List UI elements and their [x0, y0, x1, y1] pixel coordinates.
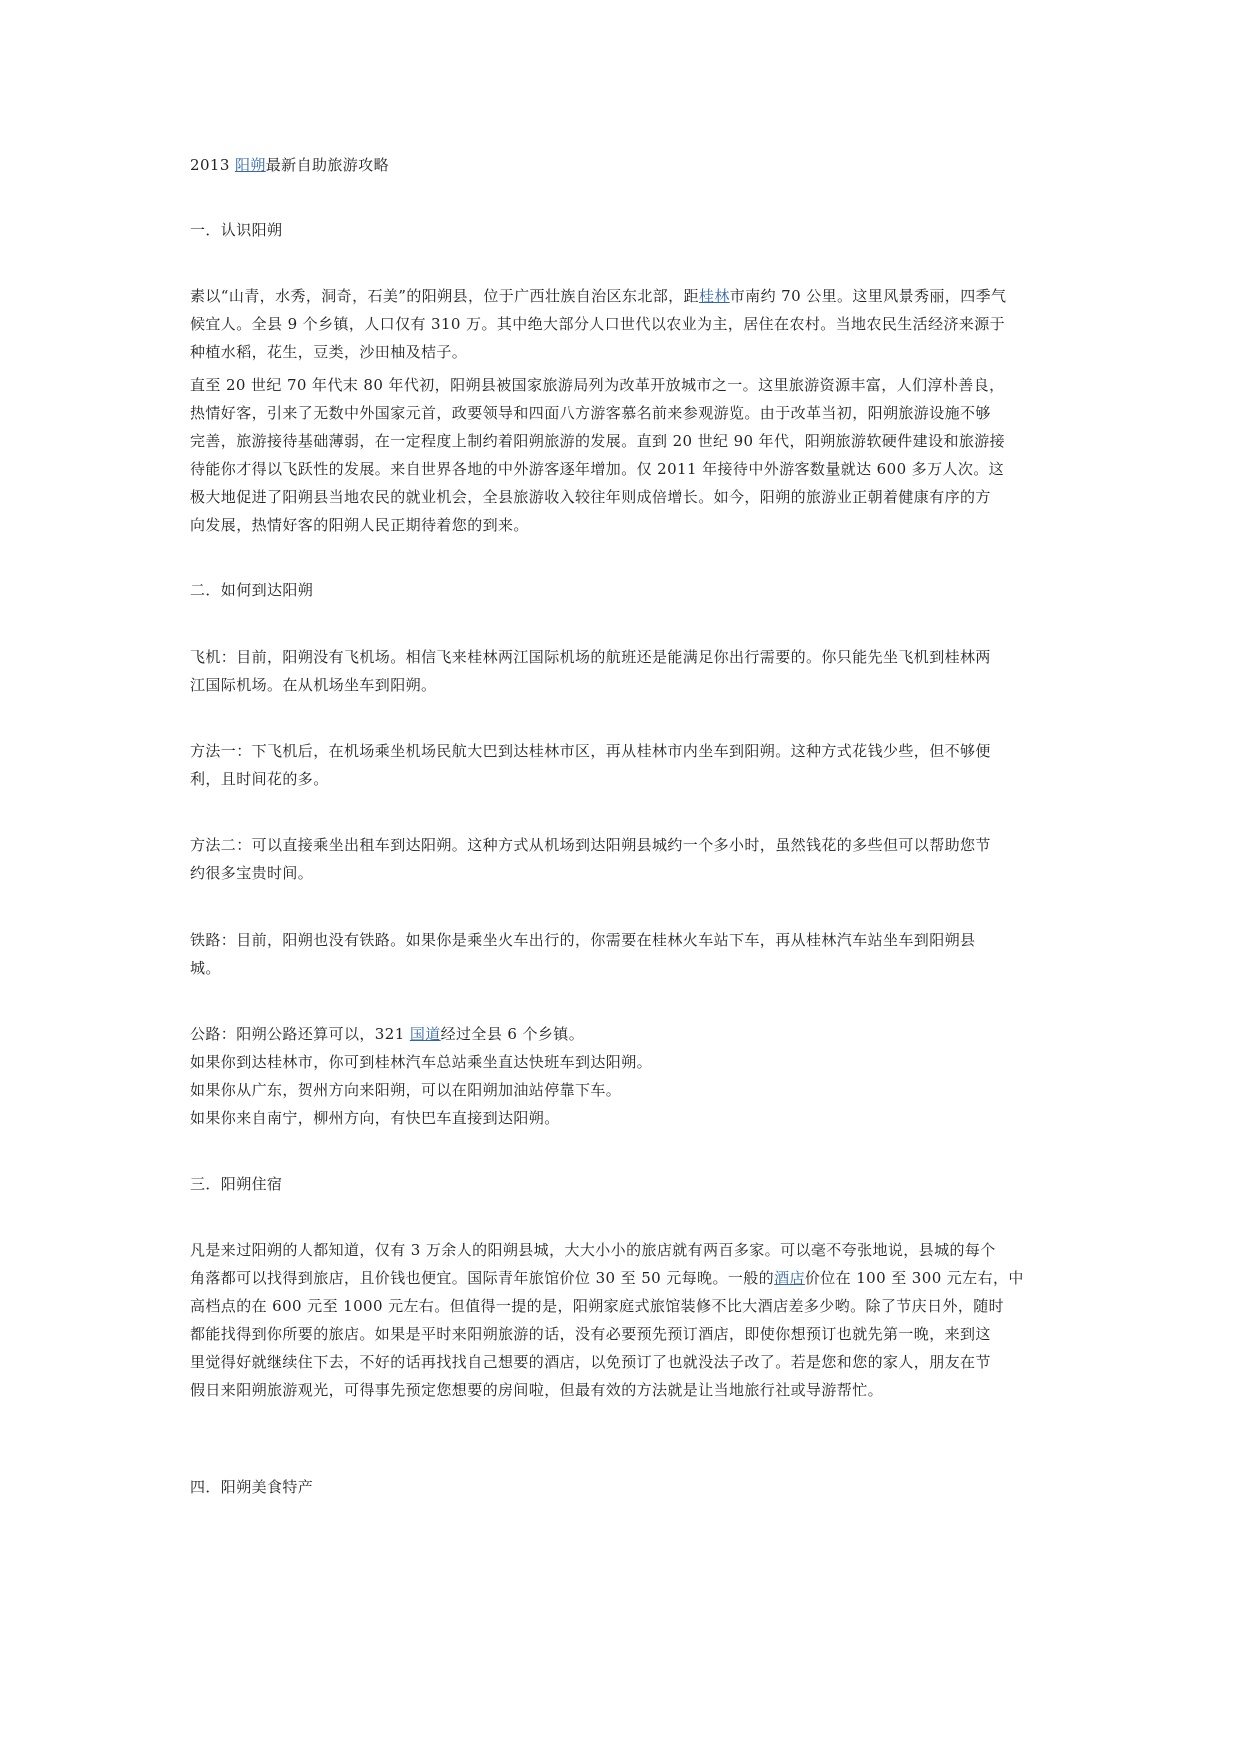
paragraph-line: 公路：阳朔公路还算可以，321 国道经过全县 6 个乡镇。 [190, 1025, 585, 1043]
paragraph-line: 里觉得好就继续住下去，不好的话再找找自己想要的酒店，以免预订了也就没法子改了。若是您和您的家人，朋友在节 [190, 1353, 991, 1371]
yangshuo-link[interactable]: 阳朔 [234, 156, 266, 174]
paragraph-line: 如果你到达桂林市，你可到桂林汽车总站乘坐直达快班车到达阳朔。 [190, 1053, 653, 1071]
paragraph-line: 角落都可以找得到旅店，且价钱也便宜。国际青年旅馆价位 30 至 50 元每晚。一般的酒店价位在 100 至 300 元左右，中 [190, 1269, 1024, 1287]
paragraph-line: 铁路：目前，阳朔也没有铁路。如果你是乘坐火车出行的，你需要在桂林火车站下车，再从桂林汽车站坐车到阳朔县 [190, 931, 976, 949]
guilin-link[interactable]: 桂林 [698, 287, 730, 305]
paragraph-line: 如果你来自南宁，柳州方向，有快巴车直接到达阳朔。 [190, 1109, 560, 1127]
section-4-heading: 四．阳朔美食特产 [190, 1478, 314, 1496]
paragraph-line: 种植水稻，花生，豆类，沙田柚及桔子。 [190, 343, 468, 361]
document-title: 2013 阳朔最新自助旅游攻略 [190, 156, 389, 174]
paragraph-line: 假日来阳朔旅游观光，可得事先预定您想要的房间啦，但最有效的方法就是让当地旅行社或导游帮忙。 [190, 1381, 884, 1399]
paragraph-line: 热情好客，引来了无数中外国家元首，政要领导和四面八方游客慕名前来参观游览。由于改革当初，阳朔旅游设施不够 [190, 404, 991, 422]
section-3-heading: 三．阳朔住宿 [190, 1175, 283, 1193]
paragraph-line: 江国际机场。在从机场坐车到阳朔。 [190, 676, 437, 694]
paragraph-line: 高档点的在 600 元至 1000 元左右。但值得一提的是，阳朔家庭式旅馆装修不比大酒店差多少哟。除了节庆日外，随时 [190, 1297, 1005, 1315]
paragraph-line: 约很多宝贵时间。 [190, 864, 314, 882]
paragraph-line: 凡是来过阳朔的人都知道，仅有 3 万余人的阳朔县城，大大小小的旅店就有两百多家。可以毫不夸张地说，县城的每个 [190, 1241, 996, 1259]
paragraph-line: 方法二：可以直接乘坐出租车到达阳朔。这种方式从机场到达阳朔县城约一个多小时，虽然钱花的多些但可以帮助您节 [190, 836, 991, 854]
paragraph-line: 向发展，热情好客的阳朔人民正期待着您的到来。 [190, 516, 529, 534]
hotel-link[interactable]: 酒店 [774, 1269, 805, 1287]
paragraph-line: 素以“山青，水秀，洞奇，石美”的阳朔县，位于广西壮族自治区东北部，距桂林市南约 70 公里。这里风景秀丽，四季气 [190, 287, 1007, 305]
paragraph-line: 如果你从广东，贺州方向来阳朔，可以在阳朔加油站停靠下车。 [190, 1081, 622, 1099]
paragraph-line: 方法一：下飞机后，在机场乘坐机场民航大巴到达桂林市区，再从桂林市内坐车到阳朔。这种方式花钱少些，但不够便 [190, 742, 991, 760]
paragraph-line: 完善，旅游接待基础薄弱，在一定程度上制约着阳朔旅游的发展。直到 20 世纪 90 年代，阳朔旅游软硬件建设和旅游接 [190, 432, 1006, 450]
paragraph-line: 飞机：目前，阳朔没有飞机场。相信飞来桂林两江国际机场的航班还是能满足你出行需要的。你只能先坐飞机到桂林两 [190, 648, 991, 666]
national-road-link[interactable]: 国道 [409, 1025, 441, 1043]
section-1-heading: 一．认识阳朔 [190, 221, 283, 239]
paragraph-line: 城。 [190, 959, 221, 977]
paragraph-line: 都能找得到你所要的旅店。如果是平时来阳朔旅游的话，没有必要预先预订酒店，即使你想预订也就先第一晚，来到这 [190, 1325, 991, 1343]
section-2-heading: 二．如何到达阳朔 [190, 581, 314, 599]
paragraph-line: 候宜人。全县 9 个乡镇，人口仅有 310 万。其中绝大部分人口世代以农业为主，居住在农村。当地农民生活经济来源于 [190, 315, 1006, 333]
paragraph-line: 待能你才得以飞跃性的发展。来自世界各地的中外游客逐年增加。仅 2011 年接待中外游客数量就达 600 多万人次。这 [190, 460, 1005, 478]
paragraph-line: 极大地促进了阳朔县当地农民的就业机会，全县旅游收入较往年则成倍增长。如今，阳朔的旅游业正朝着健康有序的方 [190, 488, 991, 506]
paragraph-line: 利，且时间花的多。 [190, 770, 329, 788]
paragraph-line: 直至 20 世纪 70 年代末 80 年代初，阳朔县被国家旅游局列为改革开放城市之一。这里旅游资源丰富，人们淳朴善良， [190, 376, 1005, 394]
